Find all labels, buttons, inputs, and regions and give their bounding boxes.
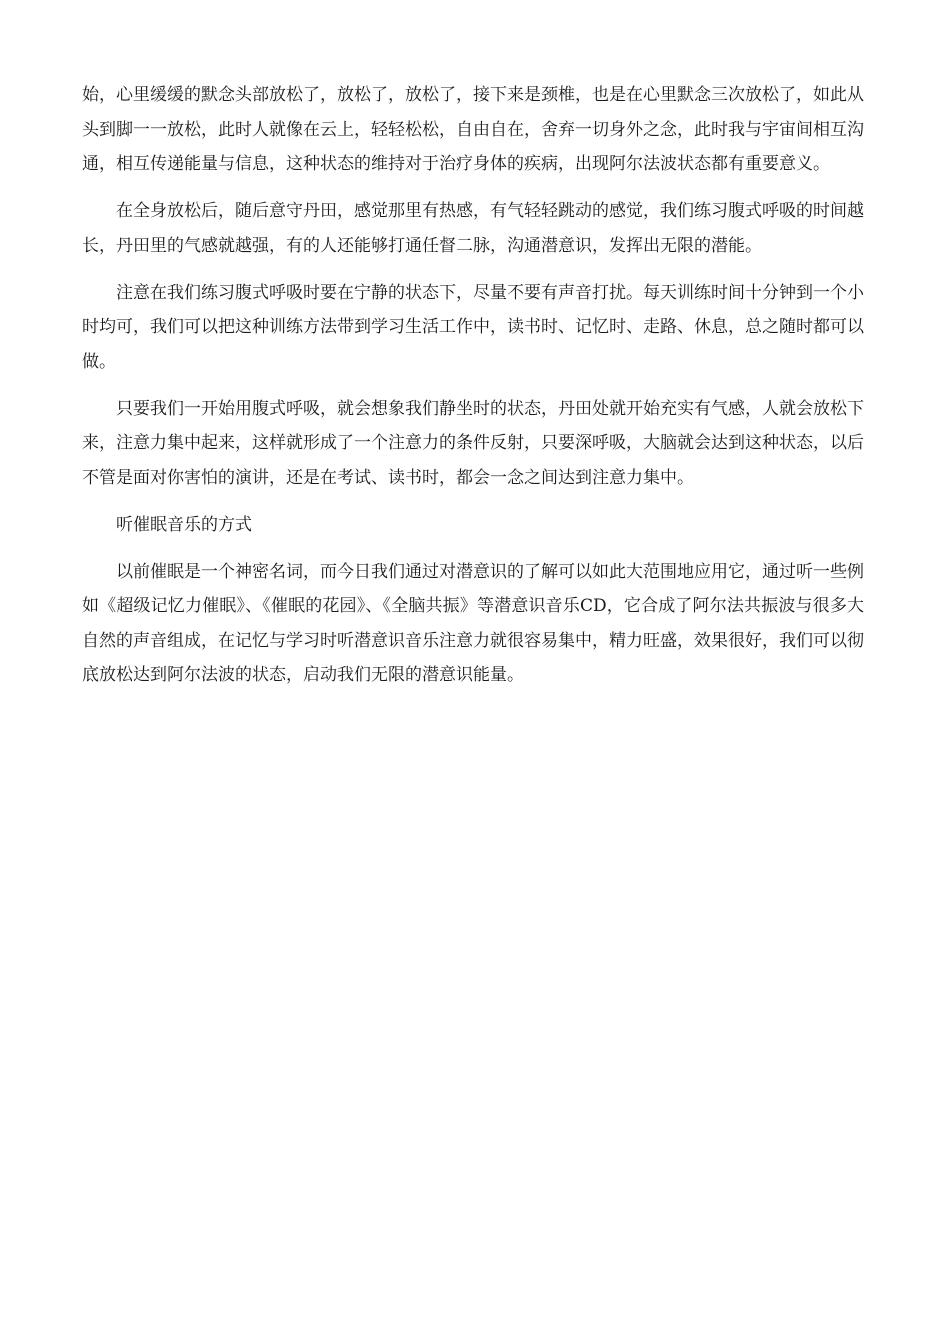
- paragraph-practice-notes: 注意在我们练习腹式呼吸时要在宁静的状态下，尽量不要有声音打扰。每天训练时间十分钟到一个小时均可，我们可以把这种训练方法带到学习生活工作中，读书时、记忆时、走路、休息，总之随时都可以做。: [82, 282, 864, 372]
- paragraph-continuation: 始，心里缓缓的默念头部放松了，放松了，放松了，接下来是颈椎，也是在心里默念三次放松了，如此从头到脚一一放松，此时人就像在云上，轻轻松松，自由自在，舍弃一切身外之念，此时我与宇宙间相互沟通，相互传递能量与信息，这种状态的维持对于治疗身体的疾病，出现阿尔法波状态都有重要意义。: [82, 85, 864, 174]
- paragraph-dantian: 在全身放松后，随后意守丹田，感觉那里有热感，有气轻轻跳动的感觉，我们练习腹式呼吸的时间越长，丹田里的气感就越强，有的人还能够打通任督二脉，沟通潜意识，发挥出无限的潜能。: [82, 201, 864, 256]
- paragraph-conditioned-reflex: 只要我们一开始用腹式呼吸，就会想象我们静坐时的状态，丹田处就开始充实有气感，人就会放松下来，注意力集中起来，这样就形成了一个注意力的条件反射，只要深呼吸，大脑就会达到这种状态，以后不管是面对你害怕的演讲，还是在考试、读书时，都会一念之间达到注意力集中。: [82, 398, 864, 488]
- paragraph-hypnosis-music: 以前催眠是一个神密名词，而今日我们通过对潜意识的了解可以如此大范围地应用它，通过听一些例如《超级记忆力催眠》、《催眠的花园》、《全脑共振》等潜意识音乐CD，它合成了阿尔法共振波与很多大自然的声音组成，在记忆与学习时听潜意识音乐注意力就很容易集中，精力旺盛，效果很好，我们可以彻底放松达到阿尔法波的状态，启动我们无限的潜意识能量。: [82, 561, 864, 685]
- document-page: [82, 0, 864, 705]
- section-heading-hypnosis-music: 听催眠音乐的方式: [116, 514, 252, 535]
